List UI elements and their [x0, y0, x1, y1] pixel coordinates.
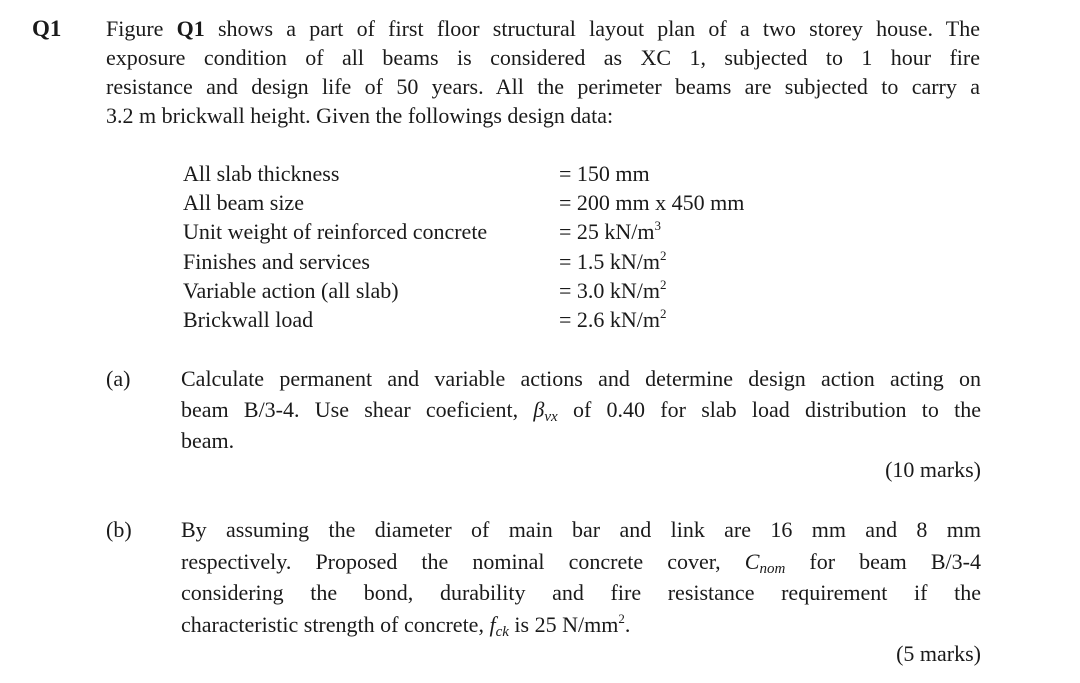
- part-a-line-3: beam.: [181, 428, 235, 453]
- design-data-row: [183, 188, 744, 217]
- part-a-text: [181, 363, 981, 456]
- design-data-label: Brickwall load: [183, 306, 314, 332]
- part-b-line-2: respectively. Proposed the nominal concrete cover, $C_{nom}$ for beam B/3-4: [181, 548, 981, 577]
- figure-ref: Q1: [176, 16, 205, 41]
- beta-subscript: vx: [544, 409, 558, 425]
- design-data-label: Finishes and services: [183, 248, 370, 274]
- part-a-line-2: beam B/3-4. Use shear coeficient, $\beta_{vx}$ of 0.40 for slab load distribution to the: [181, 397, 982, 425]
- design-data-value: = 25 $kN/m^3$: [559, 218, 662, 245]
- intro-line-2: exposure condition of all beams is considered as XC 1, subjected to 1 hour fire: [106, 45, 980, 70]
- design-data-row: [183, 247, 744, 276]
- c-nom-subscript: nom: [759, 560, 786, 577]
- part-a-label: (a): [106, 366, 131, 391]
- part-a-line-1: Calculate permanent and variable actions and determine design action acting on: [181, 366, 981, 391]
- design-data-table: [183, 159, 744, 334]
- intro-line-3: resistance and design life of 50 years. All the perimeter beams are subjected to carry a: [106, 74, 980, 99]
- design-data-row: [183, 305, 744, 334]
- part-b-line-4: characteristic strength of concrete, $f_{ck}$ is 25 $N/mm^2$.: [181, 610, 631, 640]
- design-data-row: [183, 276, 744, 305]
- intro-line-1: Figure Q1 shows a part of first floor structural layout plan of a two storey house. The: [106, 16, 980, 41]
- part-b-label: (b): [106, 517, 132, 542]
- design-data-label: All beam size: [183, 190, 304, 216]
- fck-symbol: f: [489, 611, 496, 637]
- design-data-label: All slab thickness: [183, 161, 340, 186]
- fck-subscript: ck: [495, 623, 509, 640]
- part-b-line-3: considering the bond, durability and fire resistance requirement if the: [181, 580, 981, 605]
- part-a-marks: (10 marks): [885, 457, 981, 482]
- design-data-row: [183, 159, 744, 188]
- design-data-value: = 2.6 $kN/m^2$: [559, 305, 667, 332]
- part-b-text: [181, 514, 981, 640]
- part-b-line-1: By assuming the diameter of main bar and link are 16 mm and 8 mm: [181, 517, 981, 542]
- design-data-value: = 1.5 $kN/m^2$: [559, 247, 667, 274]
- design-data-label: Unit weight of reinforced concrete: [183, 219, 488, 245]
- design-data-row: [183, 217, 744, 246]
- question-number: Q1: [32, 16, 62, 41]
- beta-symbol: β: [533, 397, 545, 422]
- design-data-label: Variable action (all slab): [183, 277, 399, 303]
- part-b-marks: (5 marks): [896, 641, 981, 666]
- intro-line-4: 3.2 m brickwall height. Given the followings design data:: [106, 103, 614, 128]
- question-intro: [106, 14, 980, 130]
- design-data-value: = 150 mm: [559, 161, 650, 186]
- c-nom-symbol: C: [744, 548, 760, 574]
- design-data-value: = 200 mm x 450 mm: [559, 190, 745, 216]
- design-data-value: = 3.0 $kN/m^2$: [559, 276, 667, 303]
